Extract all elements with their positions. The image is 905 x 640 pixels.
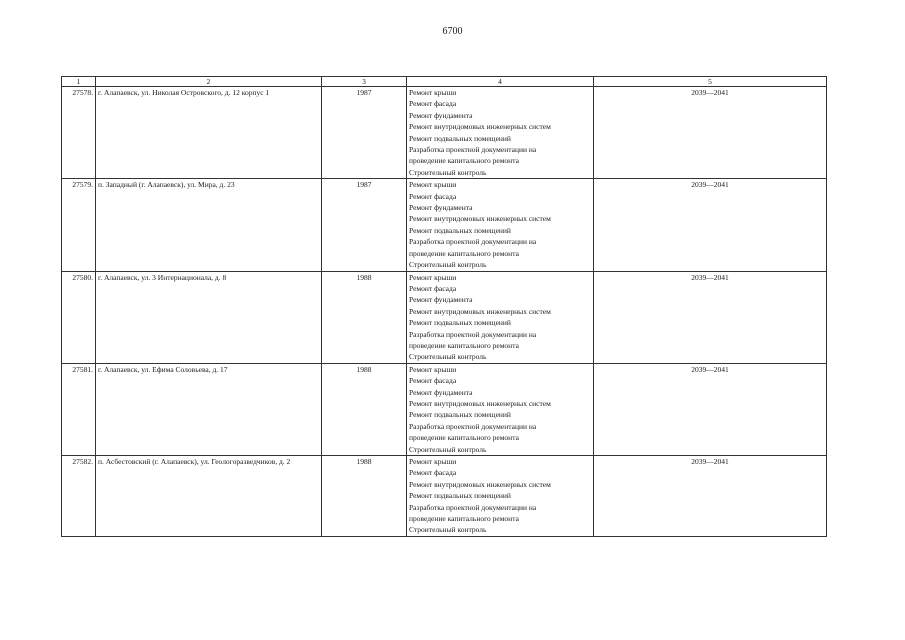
work-item: Строительный контроль [409, 525, 487, 535]
work-item: Разработка проектной документации на [409, 421, 537, 431]
work-item: Ремонт фасада [409, 99, 457, 109]
work-item: проведение капитального ремонта [409, 340, 519, 350]
row-period: 2039—2041 [594, 456, 827, 537]
row-works [407, 87, 594, 179]
table-body [62, 77, 827, 537]
work-item: Ремонт внутридомовых инженерных систем [409, 398, 551, 408]
row-year: 1988 [322, 456, 407, 537]
row-year: 1988 [322, 271, 407, 363]
work-item: Строительный контроль [409, 260, 487, 270]
table-row [62, 456, 827, 537]
work-item: Разработка проектной документации на [409, 329, 537, 339]
capital-repair-table [61, 76, 827, 537]
work-item: Разработка проектной документации на [409, 502, 537, 512]
work-item: Разработка проектной документации на [409, 145, 537, 155]
row-period: 2039—2041 [594, 179, 827, 271]
row-number: 27578. [62, 87, 96, 179]
row-works [407, 456, 594, 537]
row-number: 27581. [62, 363, 96, 455]
table-row [62, 179, 827, 271]
work-item: Ремонт крыши [409, 180, 457, 190]
work-item: Ремонт фундамента [409, 203, 473, 213]
work-item: проведение капитального ремонта [409, 433, 519, 443]
work-item: Ремонт подвальных помещений [409, 133, 511, 143]
row-address: г. Алапаевск, ул. Ефима Соловьева, д. 17 [96, 363, 322, 455]
row-address: п. Асбестовский (г. Алапаевск), ул. Геологоразведчиков, д. 2 [96, 456, 322, 537]
row-number: 27579. [62, 179, 96, 271]
row-address: г. Алапаевск, ул. 3 Интернационала, д. 8 [96, 271, 322, 363]
row-address: г. Алапаевск, ул. Николая Островского, д. 12 корпус 1 [96, 87, 322, 179]
work-item: Ремонт фасада [409, 468, 457, 478]
row-works [407, 363, 594, 455]
work-item: Ремонт крыши [409, 364, 457, 374]
work-item: Ремонт подвальных помещений [409, 491, 511, 501]
work-item: Ремонт фундамента [409, 295, 473, 305]
work-item: Строительный контроль [409, 444, 487, 454]
work-item: проведение капитального ремонта [409, 248, 519, 258]
row-works [407, 179, 594, 271]
work-item: Ремонт подвальных помещений [409, 410, 511, 420]
work-item: Ремонт подвальных помещений [409, 225, 511, 235]
row-year: 1987 [322, 87, 407, 179]
work-item: Ремонт внутридомовых инженерных систем [409, 214, 551, 224]
table-row [62, 271, 827, 363]
work-item: Ремонт фундамента [409, 110, 473, 120]
row-period: 2039—2041 [594, 271, 827, 363]
table-row [62, 87, 827, 179]
work-item: Ремонт крыши [409, 272, 457, 282]
table-header-row [62, 77, 827, 87]
work-item: Ремонт фасада [409, 283, 457, 293]
row-period: 2039—2041 [594, 87, 827, 179]
work-item: Ремонт фасада [409, 376, 457, 386]
work-item: проведение капитального ремонта [409, 514, 519, 524]
row-period: 2039—2041 [594, 363, 827, 455]
header-cell-1: 1 [62, 77, 96, 87]
work-item: проведение капитального ремонта [409, 156, 519, 166]
header-cell-2: 2 [96, 77, 322, 87]
table-row [62, 363, 827, 455]
page-number: 6700 [442, 26, 463, 37]
work-item: Ремонт фундамента [409, 387, 473, 397]
work-item: Ремонт фасада [409, 191, 457, 201]
work-item: Ремонт крыши [409, 457, 457, 466]
work-item: Ремонт внутридомовых инженерных систем [409, 479, 551, 489]
work-item: Ремонт внутридомовых инженерных систем [409, 306, 551, 316]
work-item: Разработка проектной документации на [409, 237, 537, 247]
row-works [407, 271, 594, 363]
work-item: Строительный контроль [409, 167, 487, 177]
work-item: Строительный контроль [409, 352, 487, 362]
work-item: Ремонт подвальных помещений [409, 318, 511, 328]
header-cell-4: 4 [407, 77, 594, 87]
header-cell-5: 5 [594, 77, 827, 87]
row-number: 27582. [62, 456, 96, 537]
row-address: п. Западный (г. Алапаевск), ул. Мира, д. 23 [96, 179, 322, 271]
work-item: Ремонт внутридомовых инженерных систем [409, 122, 551, 132]
row-number: 27580. [62, 271, 96, 363]
work-item: Ремонт крыши [409, 88, 457, 97]
header-cell-3: 3 [322, 77, 407, 87]
row-year: 1988 [322, 363, 407, 455]
row-year: 1987 [322, 179, 407, 271]
